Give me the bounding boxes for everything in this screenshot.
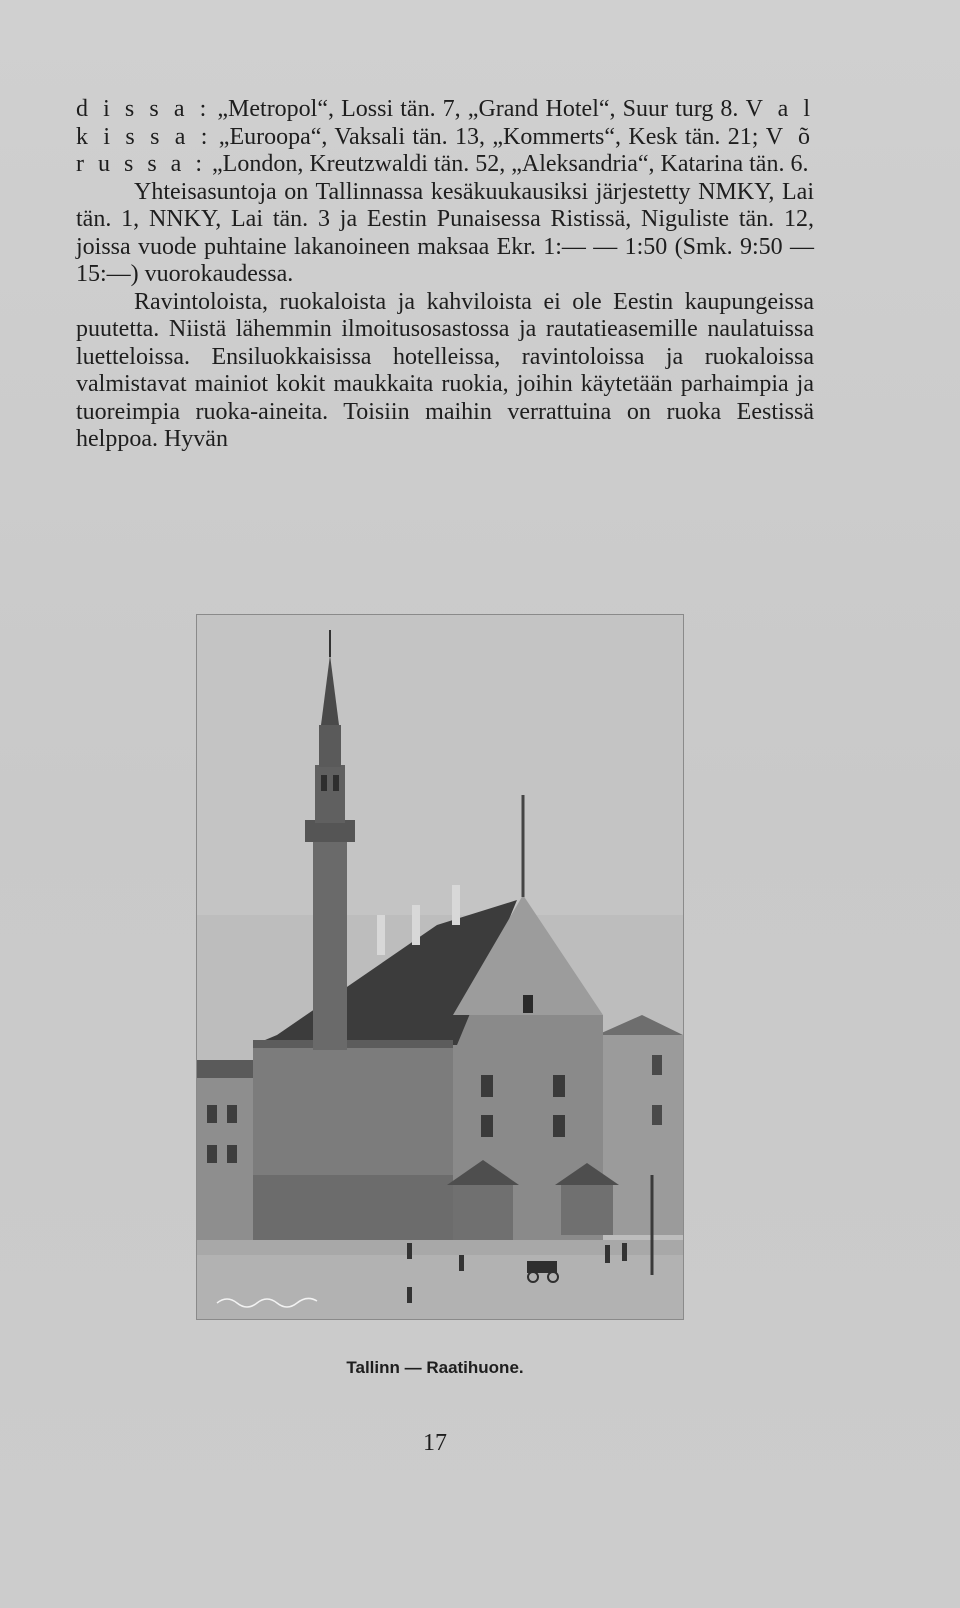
town-hall-photo	[196, 614, 684, 1320]
town-hall-illustration	[197, 615, 683, 1319]
restaurants-paragraph: Ravintoloista, ruokaloista ja kahviloista ei ole Eestin kaupungeissa puutetta. Niistä lähemmin ilmoitusosastossa ja rautatieasemille naulatuissa luetteloissa. Ensiluokkaisissa hotelleissa, ravintoloissa ja ruokaloissa valmistavat mainiot kokit maukkaita ruokia, joihin käytetään parhaimpia ja tuoreimpia ruoka-aineita. Toisiin maihin verrattuina on ruoka Eestissä helppoa. Hyvän	[76, 288, 814, 452]
tallinn-hotels: „Metropol“, Lossi tän. 7, „Grand Hotel“, Suur turg 8.	[210, 96, 746, 122]
page-number: 17	[423, 1430, 447, 1456]
hostels-paragraph: Yhteisasuntoja on Tallinnassa kesäkuukausiksi järjestetty NMKY, Lai tän. 1, NNKY, Lai tän. 3 ja Eestin Punaisessa Ristissä, Niguliste tän. 12, joissa vuode puhtaine lakanoineen maksaa Ekr. 1:— — 1:50 (Smk. 9:50 — 15:—) vuorokaudessa.	[76, 178, 814, 287]
photo-caption: Tallinn — Raatihuone.	[346, 1358, 524, 1377]
body-text	[76, 96, 814, 454]
valga-hotels: „Euroopa“, Vaksali tän. 13, „Kommerts“, Kesk tän. 21;	[211, 123, 766, 150]
city-name-tallinn: d i s s a :	[76, 96, 211, 122]
city-name-voru: V õ r u s s a :	[76, 123, 815, 177]
city-name-valga: V a l k i s s a :	[76, 96, 815, 150]
voru-hotels: „London, Kreutzwaldi tän. 52, „Aleksandria“, Katarina tän. 6.	[206, 151, 809, 177]
hotels-paragraph	[76, 96, 814, 179]
